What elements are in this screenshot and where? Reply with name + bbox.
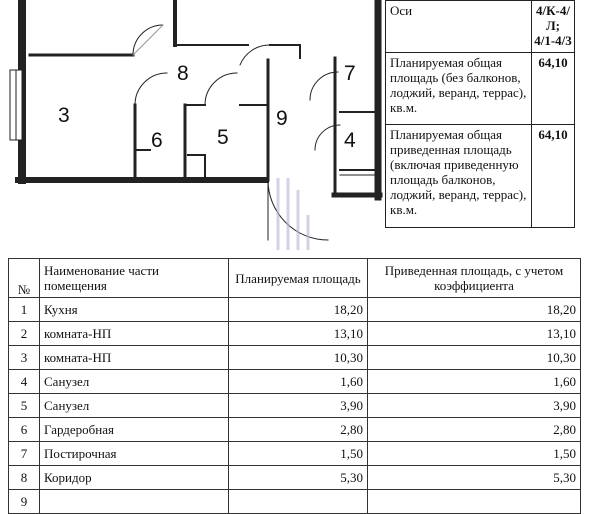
row-area: 3,90 [229,394,368,418]
table-row [9,442,581,466]
row-reduced: 1,50 [368,442,581,466]
planned-area-label: Планируемая общая площадь (без балконов, лоджий, веранд, террас), кв.м. [386,53,532,125]
row-name: Санузел [40,370,229,394]
row-num: 8 [9,466,40,490]
table-row [9,490,581,514]
table-row [9,394,581,418]
room-label-5: 5 [217,126,229,149]
table-row [9,466,581,490]
room-label-7: 7 [344,62,356,85]
room-label-6: 6 [151,129,163,152]
floor-plan [0,0,385,258]
reduced-area-value: 64,10 [532,125,575,228]
row-name: Коридор [40,466,229,490]
row-area: 10,30 [229,346,368,370]
header-area: Планируемая площадь [229,259,368,298]
row-num: 3 [9,346,40,370]
apartment-info-table [385,0,575,228]
room-label-3: 3 [58,104,70,127]
row-reduced: 3,90 [368,394,581,418]
room-label-9: 9 [276,107,288,130]
row-reduced: 2,80 [368,418,581,442]
row-reduced: 13,10 [368,322,581,346]
rooms-table [8,258,581,514]
table-row [9,346,581,370]
row-reduced: 5,30 [368,466,581,490]
header-reduced: Приведенная площадь, с учетом коэффициента [368,259,581,298]
row-num: 1 [9,298,40,322]
row-area [229,490,368,514]
rooms-table-header [9,259,581,298]
row-area: 1,60 [229,370,368,394]
row-name: Постирочная [40,442,229,466]
row-num: 2 [9,322,40,346]
planned-area-value: 64,10 [532,53,575,125]
row-name: Санузел [40,394,229,418]
row-name: Гардеробная [40,418,229,442]
row-reduced: 1,60 [368,370,581,394]
row-name: комната-НП [40,346,229,370]
row-name: Кухня [40,298,229,322]
row-name [40,490,229,514]
room-label-8: 8 [177,62,189,85]
row-reduced: 18,20 [368,298,581,322]
reduced-area-label: Планируемая общая приведенная площадь (включая приведенную площадь балконов, лоджий, веранд, террас), кв.м. [386,125,532,228]
table-row [9,322,581,346]
row-area: 5,30 [229,466,368,490]
row-num: 5 [9,394,40,418]
row-num: 4 [9,370,40,394]
table-row [9,418,581,442]
row-reduced [368,490,581,514]
table-row [9,370,581,394]
row-area: 1,50 [229,442,368,466]
row-num: 7 [9,442,40,466]
axes-value: 4/К-4/Л; 4/1-4/3 [532,1,575,53]
row-reduced: 10,30 [368,346,581,370]
room-label-4: 4 [344,129,356,152]
row-num: 6 [9,418,40,442]
header-name: Наименование части помещения [40,259,229,298]
axes-label: Оси [386,1,532,53]
row-area: 2,80 [229,418,368,442]
row-area: 18,20 [229,298,368,322]
row-name: комната-НП [40,322,229,346]
header-num: № [9,259,40,298]
table-row [9,298,581,322]
row-num: 9 [9,490,40,514]
row-area: 13,10 [229,322,368,346]
